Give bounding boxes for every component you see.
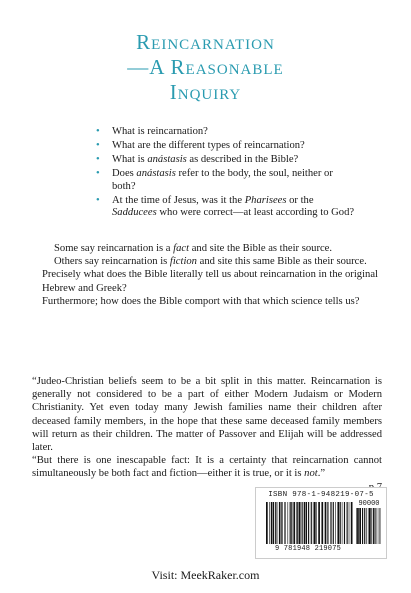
barcode-bar xyxy=(266,502,268,544)
website-link[interactable]: Visit: MeekRaker.com xyxy=(151,568,260,582)
barcode-bar xyxy=(366,508,367,544)
barcode-bar xyxy=(349,502,350,544)
barcode-bar xyxy=(333,502,334,544)
barcode-bar xyxy=(373,508,374,544)
text-run: or the xyxy=(286,194,314,206)
title-line-3: Inquiry xyxy=(169,80,242,104)
barcode-bar xyxy=(325,502,327,544)
barcode-bar xyxy=(271,502,273,544)
barcode-bar xyxy=(273,502,274,544)
text-run: At the time of Jesus, was it the xyxy=(112,194,245,206)
barcode-bar xyxy=(296,502,297,544)
barcode-bar xyxy=(284,502,285,544)
barcode-bar xyxy=(330,502,331,544)
barcode-bar xyxy=(281,502,282,544)
intro-paragraph xyxy=(42,242,382,255)
quote-paragraph-2 xyxy=(32,454,382,480)
emphasis-text: Sadducees xyxy=(112,207,157,218)
barcode-bar xyxy=(279,502,280,544)
text-run: refer to the body, the soul, neither or both? xyxy=(112,168,333,192)
barcode-bar xyxy=(351,502,353,544)
question-item xyxy=(96,140,358,153)
barcode-bar xyxy=(380,508,381,544)
barcode-bar xyxy=(379,508,380,544)
barcode-bar xyxy=(313,502,314,544)
isbn-barcode xyxy=(255,487,387,559)
isbn-label: ISBN 978-1-948219-07-5 xyxy=(268,491,374,499)
text-run: Furthermore; how does the Bible comport with that which science tells us? xyxy=(42,295,360,307)
barcode-bar xyxy=(316,502,317,544)
barcode-bar xyxy=(306,502,307,544)
barcode-bar xyxy=(297,502,298,544)
barcode-bar xyxy=(377,508,378,544)
barcode-bar xyxy=(342,502,343,544)
text-run: and site this same Bible as their source. xyxy=(196,256,367,268)
barcode-bar xyxy=(282,502,283,544)
title-line-2: —A Reasonable xyxy=(127,55,284,79)
barcode-bar xyxy=(374,508,375,544)
barcode-bar xyxy=(314,502,316,544)
emphasis-text: fiction xyxy=(169,256,197,268)
barcode-bar xyxy=(359,508,361,544)
text-run: as described in the Bible? xyxy=(186,154,299,165)
barcode-bar xyxy=(277,502,278,544)
barcode-bar xyxy=(299,502,301,544)
text-run: Precisely what does the Bible literally tell us about reincarnation in the original Hebrew and Greek? xyxy=(42,269,378,294)
barcode-bar xyxy=(288,502,289,544)
question-item xyxy=(96,195,358,220)
barcode-bar xyxy=(335,502,336,544)
emphasis-text: anástasis xyxy=(147,154,187,165)
barcode-bar xyxy=(327,502,328,544)
barcode-bar xyxy=(364,508,365,544)
barcode-bar xyxy=(290,502,291,544)
text-run: Some say reincarnation is a xyxy=(54,243,174,254)
barcode-bar xyxy=(285,502,286,544)
book-title xyxy=(0,30,411,105)
quote-emphasis: not xyxy=(304,468,318,480)
barcode-bar xyxy=(356,508,357,544)
quote-end: .” xyxy=(317,468,326,480)
text-run: and site the Bible as their source. xyxy=(189,243,333,254)
text-run: What are the different types of reincarnation? xyxy=(112,140,305,151)
title-line-1: Reincarnation xyxy=(136,30,275,54)
excerpt-quote xyxy=(32,375,382,494)
barcode-bar xyxy=(344,502,345,544)
text-run: Does xyxy=(112,168,137,179)
barcode-bar xyxy=(331,502,332,544)
question-item xyxy=(96,168,358,193)
barcode-bar xyxy=(371,508,372,544)
quote-paragraph-1: “Judeo-Christian beliefs seem to be a bit split in this matter. Reincarnation is generally not considered to be a part of either Modern Judaism or Modern Christianity. Yet even today many Jewish families name their children after deceased family members, in the hope that these same deceased family members will return as their children. The matter of Passover and Elijah will be addressed later. xyxy=(32,376,382,454)
barcode-bar xyxy=(357,508,359,544)
barcode-addon-bars xyxy=(356,508,382,544)
text-run: Others say reincarnation is xyxy=(54,256,170,268)
intro-paragraph xyxy=(42,295,382,308)
barcode-bar xyxy=(308,502,309,544)
emphasis-text: Pharisees xyxy=(244,194,287,206)
quote-text: “But there is one inescapable fact: It is a certainty that reincarnation cannot simultaneously be both fact and fiction—either it is true, or it is xyxy=(32,455,382,480)
barcode-bar xyxy=(269,502,270,544)
text-run: who were correct—at least according to God? xyxy=(156,207,355,218)
barcode-bar xyxy=(362,508,363,544)
emphasis-text: fact xyxy=(173,243,190,254)
question-list xyxy=(96,126,358,221)
barcode-digits: 9 781948 219075 xyxy=(274,545,341,553)
barcode-bar xyxy=(291,502,292,544)
barcode-bar xyxy=(304,502,306,544)
barcode-bar xyxy=(293,502,295,544)
question-item xyxy=(96,154,358,167)
barcode-bar xyxy=(368,508,369,544)
barcode-price: 90000 xyxy=(358,500,380,508)
barcode-bar xyxy=(275,502,276,544)
intro-paragraph xyxy=(42,268,382,294)
barcode-bar xyxy=(347,502,348,544)
text-run: What is xyxy=(112,154,148,165)
barcode-bar xyxy=(369,508,371,544)
intro-paragraph xyxy=(42,255,382,268)
question-item xyxy=(96,126,358,139)
barcode-bar xyxy=(337,502,339,544)
barcode-bar xyxy=(318,502,320,544)
barcode-bar xyxy=(311,502,312,544)
intro-text xyxy=(42,242,382,308)
emphasis-text: anástasis xyxy=(136,168,176,179)
barcode-bar xyxy=(340,502,341,544)
barcode-bar xyxy=(302,502,303,544)
barcode-main-bars xyxy=(266,502,354,544)
text-run: What is reincarnation? xyxy=(112,126,208,137)
barcode-bar xyxy=(321,502,323,544)
